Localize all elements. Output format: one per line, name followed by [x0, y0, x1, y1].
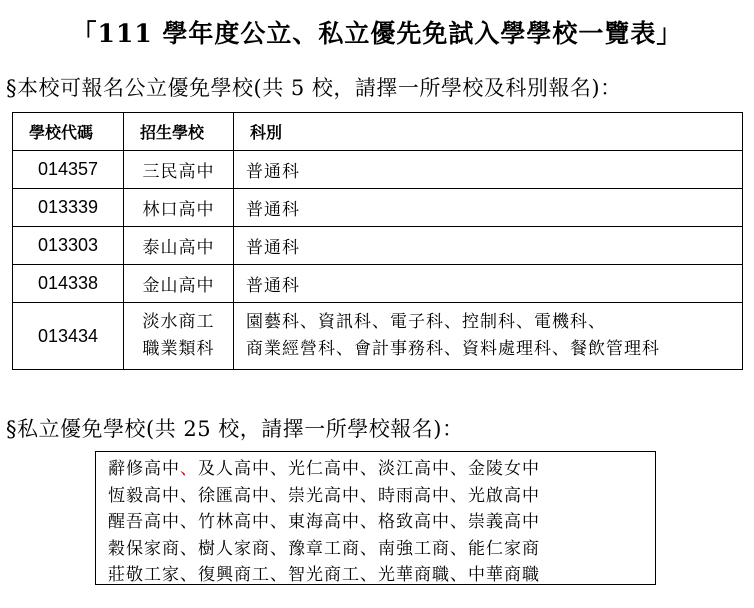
private-school-name: 光仁高中: [288, 459, 360, 479]
list-separator: 、: [450, 538, 468, 559]
school-name-line: 泰山高中: [142, 238, 215, 258]
list-separator: 、: [180, 538, 198, 559]
private-school-name: 竹林高中: [198, 512, 270, 532]
list-separator: 、: [270, 565, 288, 585]
list-separator: 、: [270, 538, 288, 559]
list-separator: 、: [360, 485, 378, 506]
table-row: [13, 151, 743, 189]
department-cell: [234, 227, 743, 265]
list-separator: 、: [180, 565, 198, 585]
table-row: [13, 303, 743, 370]
list-separator: 、: [180, 459, 198, 479]
page-title: 「111 學年度公立、私立優先免試入學學校一覽表」: [71, 19, 683, 48]
private-schools-row: [108, 483, 655, 510]
list-separator: 、: [360, 538, 378, 559]
department-line: 普通科: [246, 238, 300, 258]
school-name-cell: [124, 151, 234, 189]
school-name-line: 三民高中: [142, 162, 215, 182]
school-code-cell: 014338: [13, 265, 124, 303]
private-school-name: 辭修高中: [108, 459, 180, 479]
list-separator: 、: [360, 565, 378, 585]
list-separator: 、: [270, 485, 288, 506]
private-school-name: 穀保家商: [108, 538, 180, 559]
private-school-name: 金陵女中: [468, 459, 540, 479]
public-schools-table: [12, 112, 743, 370]
school-name-cell: [124, 227, 234, 265]
school-code-cell: 013303: [13, 227, 124, 265]
private-schools-row: [108, 562, 655, 589]
private-school-name: 智光商工: [288, 565, 360, 585]
private-school-name: 光華商職: [378, 565, 450, 585]
private-school-name: 崇義高中: [468, 512, 540, 532]
table-header-row: [13, 113, 743, 151]
private-schools-row: [108, 456, 655, 483]
private-school-name: 樹人家商: [198, 538, 270, 559]
column-header-school: 招生學校: [124, 113, 234, 151]
private-school-name: 淡江高中: [378, 459, 450, 479]
private-school-name: 徐匯高中: [198, 485, 270, 506]
private-school-name: 及人高中: [198, 459, 270, 479]
school-name-cell: [124, 189, 234, 227]
private-school-name: 格致高中: [378, 512, 450, 532]
list-separator: 、: [450, 512, 468, 532]
public-schools-heading: §本校可報名公立優免學校(共 5 校，請擇一所學校及科別報名)：: [6, 76, 622, 100]
department-line: 普通科: [246, 200, 300, 220]
private-school-name: 恆毅高中: [108, 485, 180, 506]
list-separator: 、: [360, 459, 378, 479]
private-school-name: 時雨高中: [378, 485, 450, 506]
list-separator: 、: [450, 565, 468, 585]
school-name-line: 職業類科: [142, 339, 215, 359]
private-school-name: 南強工商: [378, 538, 450, 559]
private-schools-row: [108, 509, 655, 536]
private-school-name: 東海高中: [288, 512, 360, 532]
list-separator: 、: [360, 512, 378, 532]
private-school-name: 中華商職: [468, 565, 540, 585]
school-name-line: 金山高中: [142, 276, 215, 296]
table-row: [13, 265, 743, 303]
private-school-name: 豫章工商: [288, 538, 360, 559]
school-code-cell: 014357: [13, 151, 124, 189]
column-header-code: 學校代碼: [13, 113, 124, 151]
list-separator: 、: [270, 459, 288, 479]
department-line: 商業經營科、會計事務科、資料處理科、餐飲管理科: [246, 339, 660, 359]
list-separator: 、: [180, 485, 198, 506]
private-schools-row: [108, 536, 655, 563]
private-school-name: 復興商工: [198, 565, 270, 585]
private-school-name: 光啟高中: [468, 485, 540, 506]
table-row: [13, 227, 743, 265]
school-code-cell: 013339: [13, 189, 124, 227]
school-code-cell: 013434: [13, 303, 124, 370]
department-cell: [234, 189, 743, 227]
private-schools-list: [95, 451, 656, 585]
department-line: 普通科: [246, 162, 300, 182]
list-separator: 、: [270, 512, 288, 532]
column-header-department: 科別: [234, 113, 743, 151]
department-cell: [234, 151, 743, 189]
department-line: 園藝科、資訊科、電子科、控制科、電機科、: [246, 312, 606, 332]
department-line: 普通科: [246, 276, 300, 296]
private-school-name: 醒吾高中: [108, 512, 180, 532]
school-name-line: 淡水商工: [142, 312, 215, 332]
list-separator: 、: [180, 512, 198, 532]
private-school-name: 崇光高中: [288, 485, 360, 506]
list-separator: 、: [450, 485, 468, 506]
private-school-name: 莊敬工家: [108, 565, 180, 585]
school-name-cell: [124, 265, 234, 303]
list-separator: 、: [450, 459, 468, 479]
department-cell: [234, 265, 743, 303]
table-row: [13, 189, 743, 227]
private-schools-heading: §私立優免學校(共 25 校，請擇一所學校報名)：: [6, 417, 464, 441]
department-cell: [234, 303, 743, 370]
school-name-cell: [124, 303, 234, 370]
school-name-line: 林口高中: [142, 200, 215, 220]
private-school-name: 能仁家商: [468, 538, 540, 559]
